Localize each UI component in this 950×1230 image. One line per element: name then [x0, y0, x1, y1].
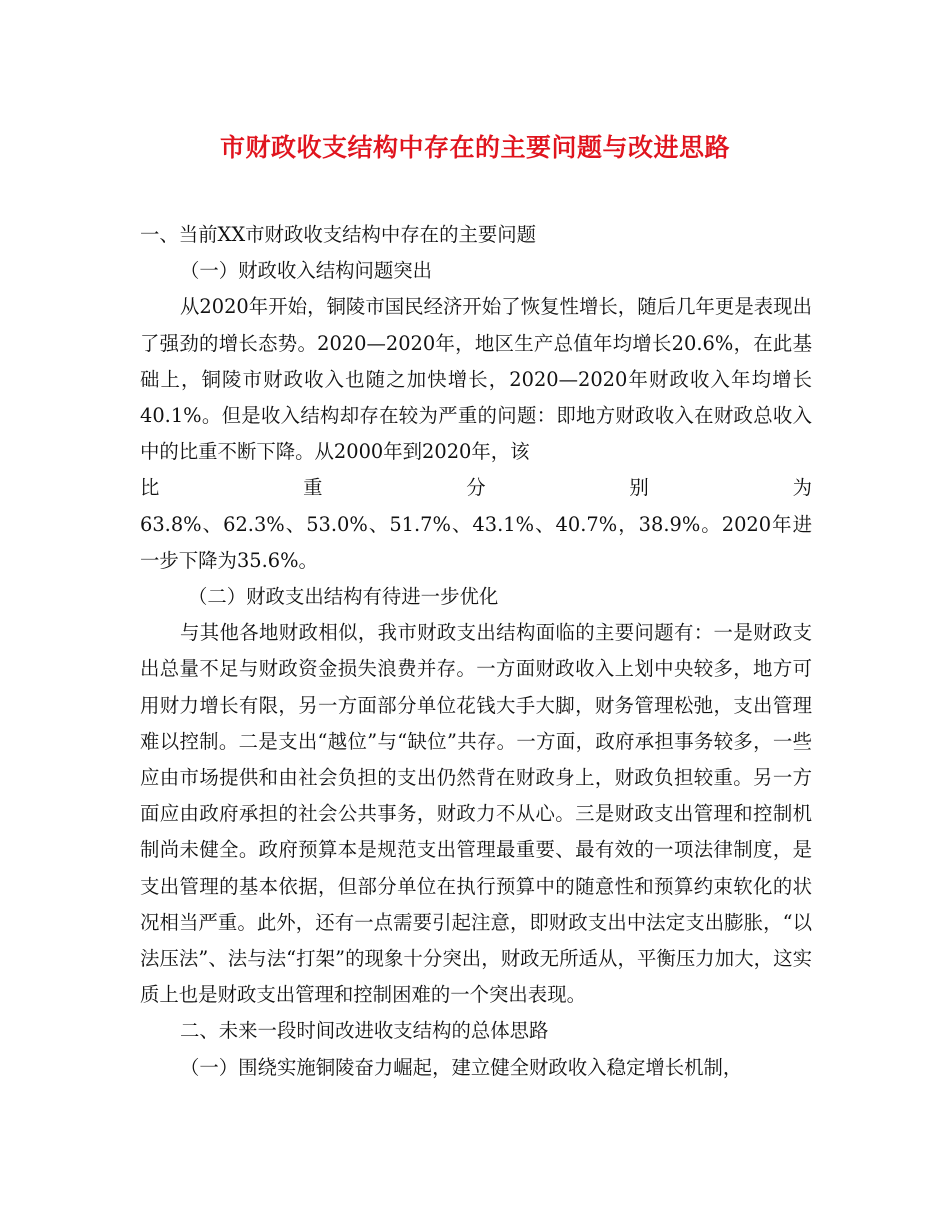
spread-char: 比: [140, 476, 160, 500]
section-heading-1: 一、当前XX市财政收支结构中存在的主要问题: [140, 223, 537, 246]
section-heading-2: 二、未来一段时间改进收支结构的总体思路: [180, 1019, 549, 1043]
document-title: 市财政收支结构中存在的主要问题与改进思路: [219, 133, 730, 162]
subsection-heading-3: （一）围绕实施铜陵奋力崛起，建立健全财政收入稳定增长机制，: [180, 1055, 743, 1079]
subsection-heading-2: （二）财政支出结构有待进一步优化: [188, 585, 499, 609]
paragraph-expenditure: 与其他各地财政相似，我市财政支出结构面临的主要问题有：一是财政支出总量不足与财政资金损失浪费并存。一方面财政收入上划中央较多，地方可用财力增长有限，另一方面部分单位花钱大手大脚，财务管理松弛，支出管理难以控制。二是支出“越位”与“缺位”共存。一方面，政府承担事务较多，一些应由市场提供和由社会负担的支出仍然背在财政身上，财政负担较重。另一方面应由政府承担的社会公共事务，财政力不从心。三是财政支出管理和控制机制尚未健全。政府预算本是规范支出管理最重要、最有效的一项法律制度，是支出管理的基本依据，但部分单位在执行预算中的随意性和预算约束软化的状况相当严重。此外，还有一点需要引起注意，即财政支出中法定支出膨胀，“以法压法”、法与法“打架”的现象十分突出，财政无所适从，平衡压力加大，这实质上也是财政支出管理和控制困难的一个突出表现。: [140, 621, 812, 1007]
paragraph-revenue-spread-line: [140, 470, 812, 506]
document-body: [140, 217, 812, 1086]
spread-char: 为: [792, 476, 812, 500]
paragraph-revenue-continued: 63.8%、62.3%、53.0%、51.7%、43.1%、40.7%，38.9%。2020年进一步下降为35.6%。: [140, 512, 812, 572]
subsection-heading-1: （一）财政收入结构问题突出: [180, 259, 433, 283]
spread-char: 重: [303, 476, 323, 500]
paragraph-revenue: 从2020年开始，铜陵市国民经济开始了恢复性增长，随后几年更是表现出了强劲的增长态势。2020—2020年，地区生产总值年均增长20.6%，在此基础上，铜陵市财政收入也随之加快增长，2020—2020年财政收入年均增长40.1%。但是收入结构却存在较为严重的问题：即地方财政收入在财政总收入中的比重不断下降。从2000年到2020年，该: [140, 295, 812, 464]
spread-char: 别: [629, 476, 649, 500]
spread-char: 分: [466, 476, 486, 500]
